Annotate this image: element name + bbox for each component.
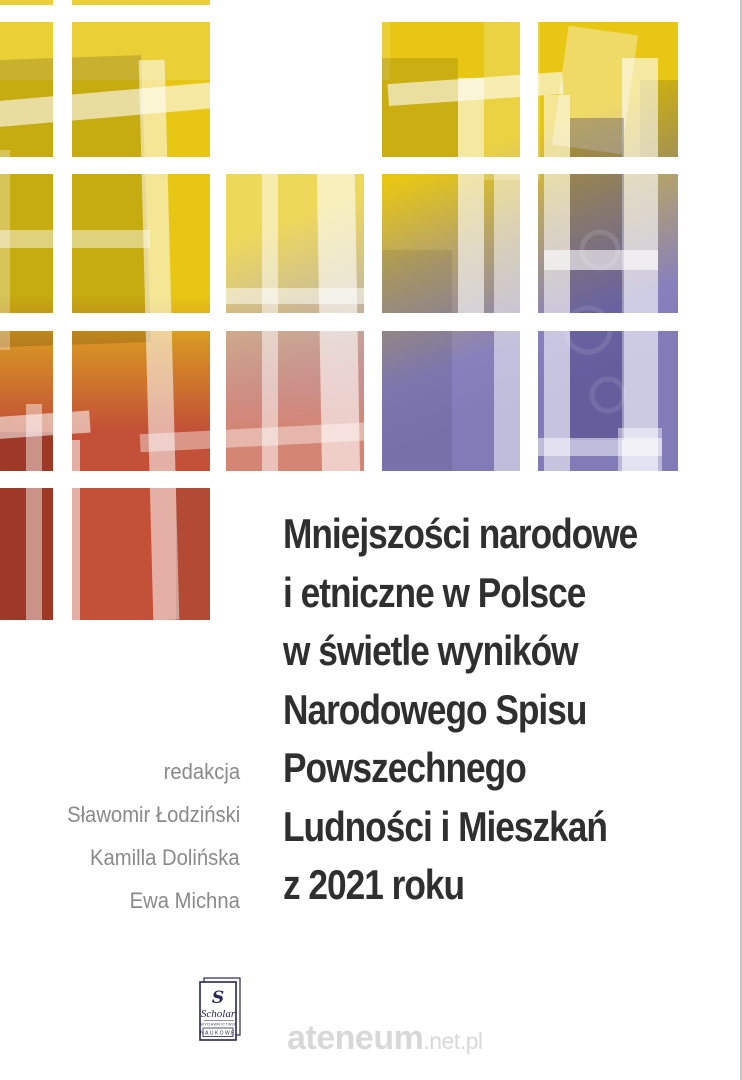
watermark-main: ateneum	[287, 1019, 424, 1057]
title-line-text: z 2021 roku	[283, 861, 465, 908]
title-line	[283, 681, 723, 740]
title-line	[283, 856, 723, 915]
publisher-line1: WYDAWNICTWO	[200, 1022, 236, 1027]
publisher-name: Scholar	[200, 1008, 236, 1020]
watermark-suffix: .net.pl	[423, 1028, 483, 1054]
title-line	[283, 739, 723, 798]
title-line-text: w świetle wyników	[283, 627, 578, 674]
editors-label	[0, 750, 240, 793]
editor-name-text: Ewa Michna	[129, 888, 240, 913]
publisher-logo	[197, 976, 243, 1046]
title-line	[283, 622, 723, 681]
title-line	[283, 798, 723, 857]
title-line-text: Powszechnego	[283, 744, 526, 791]
editor-name	[0, 793, 240, 836]
cover-right-border	[740, 0, 742, 1080]
editor-name	[0, 836, 240, 879]
editor-name-text: Kamilla Dolińska	[90, 845, 240, 870]
title-line-text: Narodowego Spisu	[283, 685, 587, 733]
publisher-line2: NAUKOWE	[200, 1030, 236, 1037]
editors-label-text: redakcja	[163, 759, 240, 784]
editor-name-text: Sławomir Łodziński	[66, 802, 240, 827]
editor-name	[0, 879, 240, 922]
title-line-text: i etniczne w Polsce	[283, 568, 586, 616]
book-title	[283, 505, 723, 915]
editors-block	[0, 750, 240, 922]
title-line	[283, 505, 723, 564]
title-line-text: Mniejszości narodowe	[283, 510, 638, 557]
title-line-text: Ludności i Mieszkań	[283, 802, 607, 850]
title-line	[283, 564, 723, 623]
watermark	[287, 1019, 482, 1058]
publisher-initial: S	[211, 988, 225, 1008]
